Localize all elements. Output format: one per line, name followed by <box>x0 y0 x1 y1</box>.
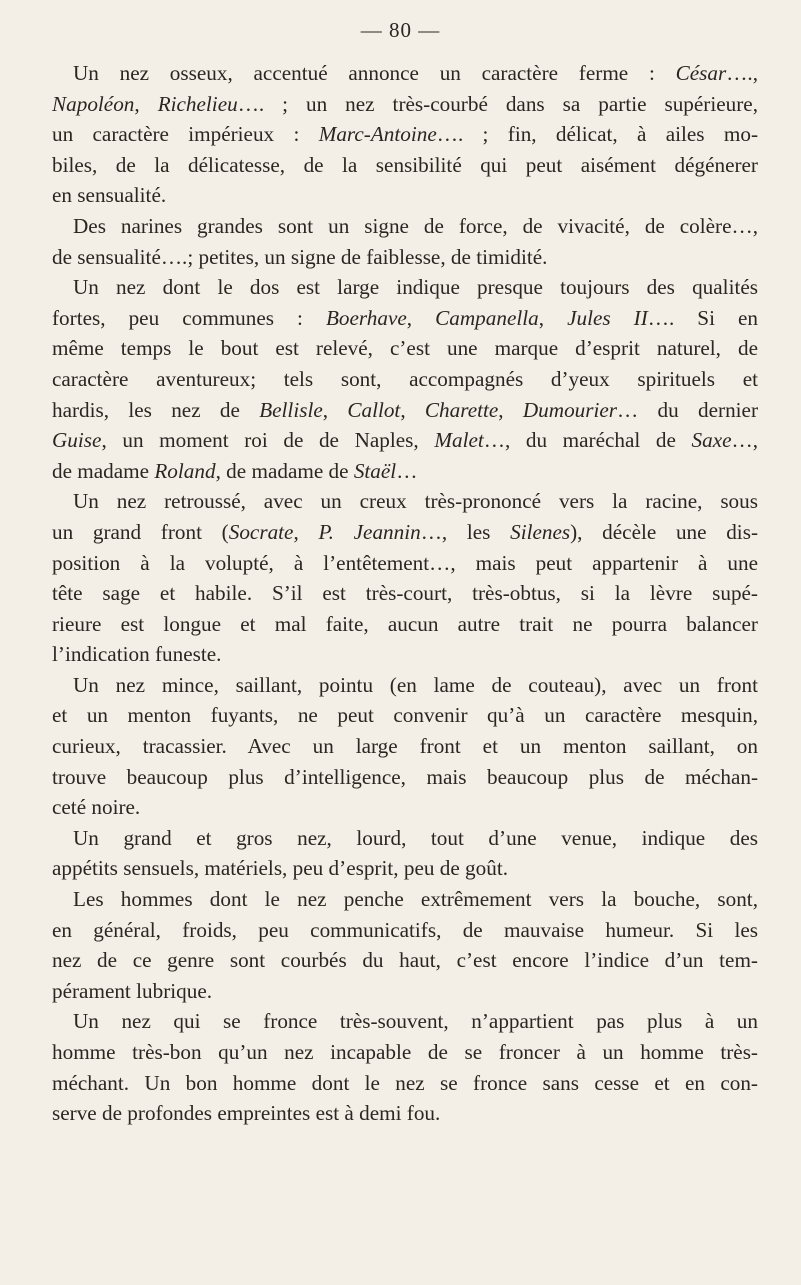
text-line: nez de ce genre sont courbés du haut, c’est encore l’indice d’un tem- <box>52 948 758 973</box>
text-line: de sensualité….; petites, un signe de faiblesse, de timidité. <box>52 244 548 269</box>
text-line: méchant. Un bon homme dont le nez se fronce sans cesse et en con- <box>52 1070 758 1095</box>
text-line: même temps le bout est relevé, c’est une marque d’esprit naturel, de <box>52 336 758 361</box>
text-line: hardis, les nez de Bellisle, Callot, Charette, Dumourier… du dernier <box>52 397 759 422</box>
text-line: Un nez retroussé, avec un creux très-prononcé vers la racine, sous <box>73 489 758 514</box>
text-line: Un nez dont le dos est large indique presque toujours des qualités <box>73 275 758 300</box>
text-line: Un nez osseux, accentué annonce un caractère ferme : César…., <box>73 61 758 85</box>
text-line: ceté noire. <box>52 795 141 820</box>
text-line: Guise, un moment roi de de Naples, Malet…, du maréchal de Saxe…, <box>52 428 758 453</box>
text-line: biles, de la délicatesse, de la sensibilité qui peut aisément dégénerer <box>52 152 758 177</box>
text-line: Un nez qui se fronce très-souvent, n’appartient pas plus à un <box>73 1009 758 1034</box>
text-line: de madame Roland, de madame de Staël… <box>52 458 418 483</box>
text-line: en sensualité. <box>52 183 167 208</box>
text-line: tête sage et habile. S’il est très-court, très-obtus, si la lèvre supé- <box>52 581 758 606</box>
text-line: et un menton fuyants, ne peut convenir qu’à un caractère mesquin, <box>52 703 758 728</box>
text-line: un caractère impérieux : Marc-Antoine…. ; fin, délicat, à ailes mo- <box>52 122 758 147</box>
text-line: caractère aventureux; tels sont, accompagnés d’yeux spirituels et <box>52 366 758 391</box>
text-line: Les hommes dont le nez penche extrêmement vers la bouche, sont, <box>73 887 758 912</box>
text-line: en général, froids, peu communicatifs, de mauvaise humeur. Si les <box>52 917 758 942</box>
text-line: Napoléon, Richelieu…. ; un nez très-courbé dans sa partie supérieure, <box>52 91 758 116</box>
text-line: Un grand et gros nez, lourd, tout d’une venue, indique des <box>73 825 758 850</box>
text-line: fortes, peu communes : Boerhave, Campanella, Jules II…. Si en <box>52 305 759 330</box>
text-line: serve de profondes empreintes est à demi fou. <box>52 1101 441 1126</box>
text-line: trouve beaucoup plus d’intelligence, mais beaucoup plus de méchan- <box>52 764 758 789</box>
text-line: rieure est longue et mal faite, aucun autre trait ne pourra balancer <box>52 611 758 636</box>
text-line: curieux, tracassier. Avec un large front et un menton saillant, on <box>52 734 758 759</box>
page-number: — 80 — <box>360 18 441 42</box>
text-line: un grand front (Socrate, P. Jeannin…, les Silenes), décèle une dis- <box>52 519 758 544</box>
text-line: Des narines grandes sont un signe de force, de vivacité, de colère…, <box>73 213 758 238</box>
text-line: position à la volupté, à l’entêtement…, mais peut appartenir à une <box>52 550 758 575</box>
text-line: Un nez mince, saillant, pointu (en lame de couteau), avec un front <box>73 672 758 697</box>
text-line: pérament lubrique. <box>52 978 213 1003</box>
text-line: l’indication funeste. <box>52 642 222 667</box>
body-text <box>52 58 758 1129</box>
text-line: homme très-bon qu’un nez incapable de se froncer à un homme très- <box>52 1040 758 1064</box>
text-line: appétits sensuels, matériels, peu d’esprit, peu de goût. <box>52 856 509 881</box>
